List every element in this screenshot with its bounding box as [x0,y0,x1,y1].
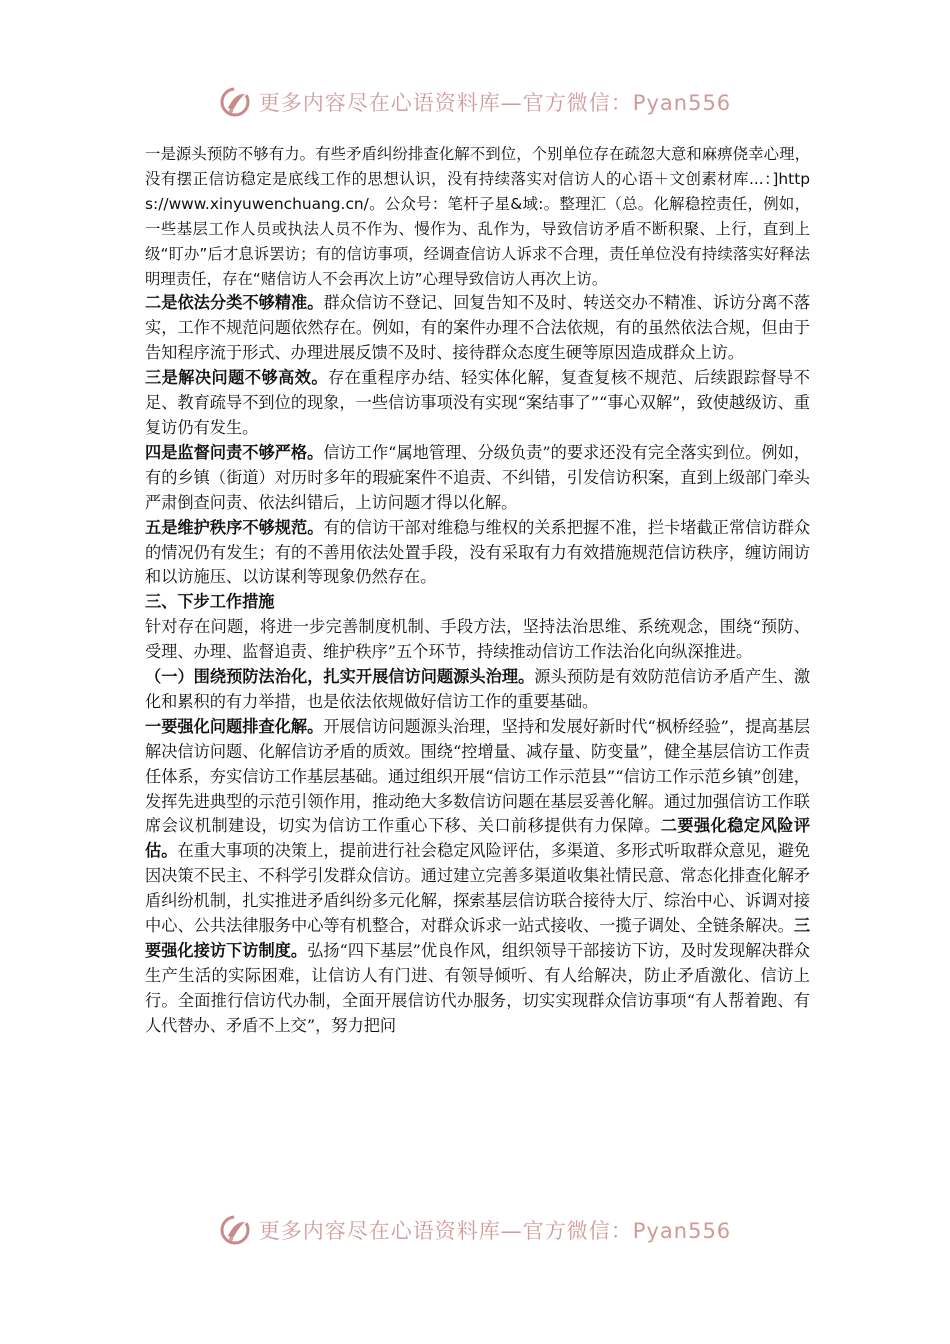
paragraph-text: 针对存在问题，将进一步完善制度机制、手段方法，坚持法治思维、系统观念，围绕“预防、受理、办理、监督追责、维护秩序”五个环节，持续推动信访工作法治化向纵深推进。 [145,617,810,662]
paragraph-lead: 二要强化稳定风险评估。 [145,816,811,861]
paragraph-lead: 一要强化问题排查化解。 [145,716,324,736]
paragraph-text: 存在重程序办结、轻实体化解，复查复核不规范、后续跟踪督导不足、教育疏导不到位的现象，一些信访事项没有实现“案结事了”“事心双解”，致使越级访、重复访仍有发生。 [145,368,810,437]
paragraph-lead: 三是解决问题不够高效。 [145,368,328,388]
paragraph-lead: 二是依法分类不够精准。 [145,293,324,313]
paragraph-text: 弘扬“四下基层”优良作风，组织领导干部接访下访，及时发现解决群众生产生活的实际困难，让信访人有门进、有领导倾听、有人给解决，防止矛盾激化、信访上行。全面推行信访代办制，全面开展信访代办服务，切实实现群众信访事项“有人帮着跑、有人代替办、矛盾不上交”，努力把问 [145,941,810,1035]
paragraph-lead: 五是维护秩序不够规范。 [145,517,324,537]
brush-seal-icon [219,85,253,119]
watermark-header [0,82,950,122]
paragraph-lead: 三要强化接访下访制度。 [145,916,810,960]
watermark-footer [0,1210,950,1250]
document-body [145,142,810,1039]
paragraph-strengthen-measures [145,715,810,1039]
section-heading-next-steps [145,590,810,615]
paragraph-efficiency [145,366,810,441]
paragraph-source-prevention [145,142,810,291]
paragraph-intro-measures [145,615,810,665]
paragraph-text: 有的信访干部对维稳与维权的关系把握不准，拦卡堵截正常信访群众的情况仍有发生；有的不善用依法处置手段，没有采取有力有效措施规范信访秩序，缠访闹访和以访施压、以访谋利等现象仍然存在。 [145,517,811,587]
paragraph-order [145,516,810,591]
paragraph-accountability [145,441,810,516]
watermark-text: 更多内容尽在心语资料库—官方微信：Pyan556 [258,91,732,115]
paragraph-text: 源头预防是有效防范信访矛盾产生、激化和累积的有力举措，也是依法依规做好信访工作的重要基础。 [145,667,811,711]
paragraph-text: 一是源头预防不够有力。有些矛盾纠纷排查化解不到位，个别单位存在疏忽大意和麻痹侥幸心理，没有摆正信访稳定是底线工作的思想认识，没有持续落实对信访人的心语＋文创素材库...：]https://www.xinyuwenchuang.cn/。公众号：笔杆子星&域:。整理汇（总。化解稳控责任，例如，一些基层工作人员或执法人员不作为、慢作为、乱作为，导致信访矛盾不断积聚、上行，直到上级“盯办”后才息诉罢访；有的信访事项，经调查信访人诉求不合理，责任单位没有持续落实好释法明理责任，存在“赌信访人不会再次上访”心理导致信访人再次上访。 [145,145,810,288]
paragraph-text: 信访工作“属地管理、分级负责”的要求还没有完全落实到位。例如，有的乡镇（街道）对历时多年的瑕疵案件不追责、不纠错，引发信访积案，直到上级部门牵头严肃倒查问责、依法纠错后，上访问题才得以化解。 [145,442,811,512]
paragraph-lead: （一）围绕预防法治化，扎实开展信访问题源头治理。 [145,667,535,687]
paragraph-text: 开展信访问题源头治理，坚持和发展好新时代“枫桥经验”，提高基层解决信访问题、化解信访矛盾的质效。围绕“控增量、减存量、防变量”，健全基层信访工作责任体系，夯实信访工作基层基础。通过组织开展“信访工作示范县”“信访工作示范乡镇”创建，发挥先进典型的示范引领作用，推动绝大多数信访问题在基层妥善化解。通过加强信访工作联席会议机制建设，切实为信访工作重心下移、关口前移提供有力保障。 [145,716,811,836]
paragraph-text: 在重大事项的决策上，提前进行社会稳定风险评估，多渠道、多形式听取群众意见，避免因决策不民主、不科学引发群众信访。通过建立完善多渠道收集社情民意、常态化排查化解矛盾纠纷机制，扎实推进矛盾纠纷多元化解，探索基层信访联合接待大厅、综治中心、诉调对接中心、公共法律服务中心等有机整合，对群众诉求一站式接收、一揽子调处、全链条解决。 [145,841,811,936]
paragraph-text: 群众信访不登记、回复告知不及时、转送交办不精准、诉访分离不落实，工作不规范问题依然存在。例如，有的案件办理不合法依规，有的虽然依法合规，但由于告知程序流于形式、办理进展反馈不及时、接待群众态度生硬等原因造成群众上访。 [145,293,811,363]
section-heading: 三、下步工作措施 [145,592,275,612]
paragraph-classification [145,291,810,366]
paragraph-prevention-rule-of-law [145,665,810,715]
paragraph-lead: 四是监督问责不够严格。 [145,442,324,462]
brush-seal-icon [219,1213,253,1247]
watermark-text: 更多内容尽在心语资料库—官方微信：Pyan556 [258,1219,732,1243]
